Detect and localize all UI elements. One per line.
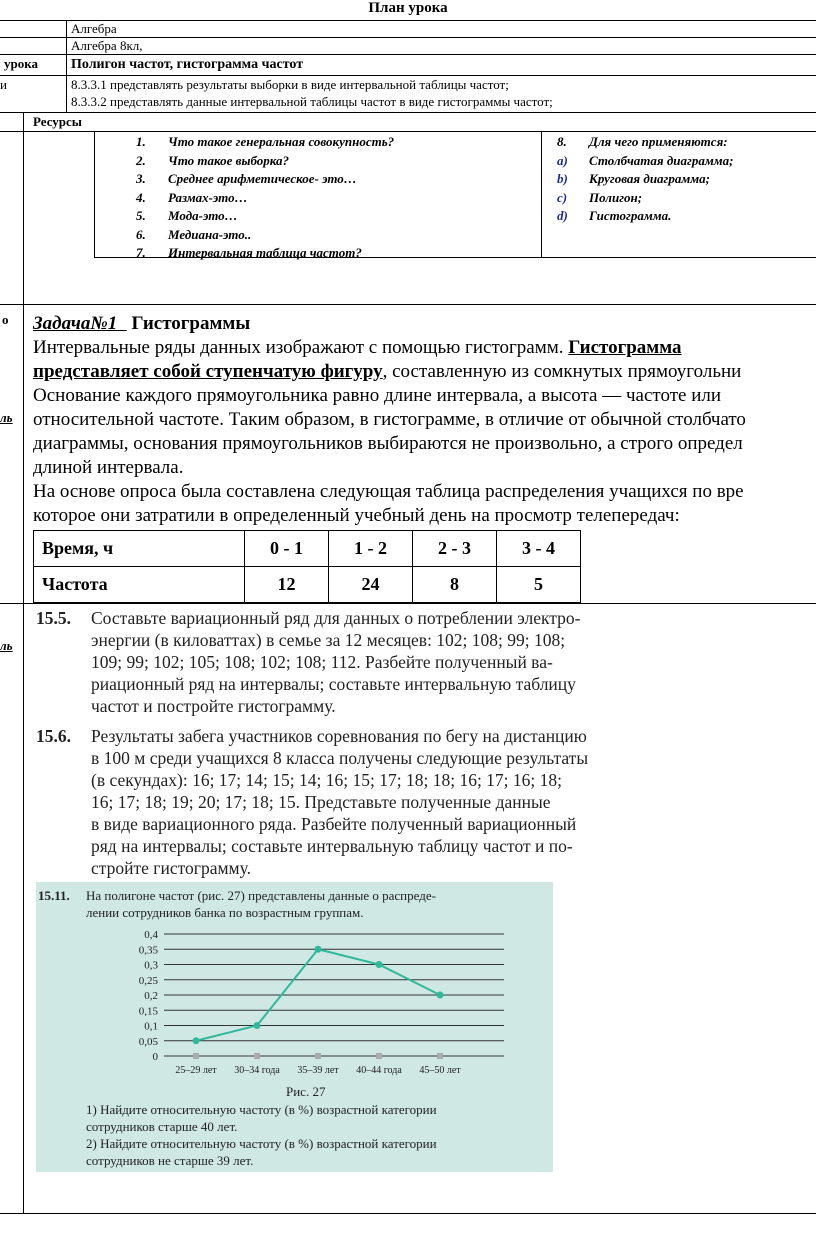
task1-line: которое они затратили в определенный учебный день на просмотр телепередач: (33, 505, 680, 526)
grid-line (0, 75, 816, 76)
x-tick-marker (376, 1053, 382, 1059)
task1-line: представляет собой ступенчатую фигуру, составленную из сомкнутых прямоугольни (33, 361, 742, 382)
ex155-line: риационный ряд на интервалы; составьте интервальную таблицу (91, 674, 576, 694)
grid-line (0, 1213, 816, 1214)
x-tick-marker (437, 1053, 443, 1059)
frequency-table (33, 530, 581, 603)
y-tick-label: 0,1 (144, 1020, 158, 1033)
goal-2: 8.3.3.2 представлять данные интервальной таблицы частот в виде гистограммы частот; (71, 94, 553, 109)
x-tick-marker (254, 1053, 260, 1059)
x-tick-marker (315, 1053, 321, 1059)
y-tick-label: 0,4 (144, 929, 158, 941)
grid-line (0, 112, 816, 113)
grid-line (23, 112, 24, 1213)
question-item: 5. Мода-это… (136, 208, 238, 223)
table-cell: 0 - 1 (245, 531, 329, 567)
question-item: 8. Для чего применяются: (557, 134, 728, 149)
x-tick-label: 30–34 года (234, 1065, 280, 1076)
task1-line: длиной интервала. (33, 457, 184, 478)
table-row (34, 531, 581, 567)
resources-label: Ресурсы (33, 114, 82, 129)
question-item: b) Круговая диаграмма; (557, 171, 710, 186)
ex156-line: (в секундах): 16; 17; 14; 15; 14; 16; 15; 17; 18; 18; 16; 17; 16; 18; (91, 770, 563, 790)
ex156-line: Результаты забега участников соревнования по бегу на дистанцию (91, 726, 587, 746)
task1-line: На основе опроса была составлена следующая таблица распределения учащихся по вре (33, 481, 744, 502)
ex156-line: стройте гистограмму. (91, 858, 251, 878)
ex1511-question: сотрудников не старше 39 лет. (86, 1153, 254, 1168)
task1-line: Основание каждого прямоугольника равно длине интервала, а высота — частоте или (33, 385, 722, 406)
table-cell: Время, ч (34, 531, 245, 567)
table-row (34, 567, 581, 603)
data-point (376, 961, 383, 968)
x-tick-label: 45–50 лет (419, 1065, 461, 1076)
ex155-number: 15.5. (36, 608, 71, 628)
ex1511-question: 2) Найдите относительную частоту (в %) возрастной категории (86, 1136, 437, 1151)
table-cell: 3 - 4 (497, 531, 581, 567)
x-tick-label: 35–39 лет (297, 1065, 339, 1076)
table-cell: Частота (34, 567, 245, 603)
question-item: d) Гистограмма. (557, 208, 672, 223)
data-point (193, 1037, 200, 1044)
ex1511-question: 1) Найдите относительную частоту (в %) возрастной категории (86, 1102, 437, 1117)
y-tick-label: 0,3 (144, 959, 158, 972)
ex1511-number: 15.11. (38, 888, 70, 903)
ex156-line: в 100 м среди учащихся 8 класса получены следующие результаты (91, 748, 589, 768)
task1-title: Гистограммы (131, 313, 251, 334)
question-item: c) Полигон; (557, 189, 643, 205)
question-item: 2. Что такое выборка? (136, 152, 290, 168)
table-cell: 2 - 3 (413, 531, 497, 567)
task1-line: Интервальные ряды данных изображают с помощью гистограмм. Гистограмма (33, 337, 682, 358)
question-item: 6. Медиана-это.. (136, 226, 252, 242)
table-cell: 8 (413, 567, 497, 603)
topic-cell: Полигон частот, гистограмма частот (71, 57, 304, 72)
grid-line (541, 131, 542, 257)
ex1511-question: сотрудников старше 40 лет. (86, 1119, 238, 1134)
task1-heading (33, 312, 250, 337)
question-item: 7. Интервальная таблица частот? (136, 245, 362, 260)
questions-left (136, 133, 394, 263)
side-label: ль (0, 638, 13, 653)
task1-line: диаграммы, основания прямоугольников выбираются не произвольно, а строго определ (33, 433, 743, 454)
grid-line (0, 304, 816, 305)
y-tick-label: 0,15 (138, 1005, 158, 1018)
goal-1: 8.3.3.1 представлять результаты выборки в виде интервальной таблицы частот; (71, 77, 509, 92)
ex1511-line: лении сотрудников банка по возрастным группам. (86, 905, 364, 920)
ex1511-box (36, 882, 553, 1172)
class-cell: Алгебра 8кл, (71, 38, 143, 53)
ex156-line: в виде вариационного ряда. Разбейте полученный вариационный (91, 814, 577, 834)
data-point (315, 946, 322, 953)
side-label: ль (0, 410, 13, 425)
y-tick-label: 0,25 (138, 974, 158, 987)
subject-cell: Алгебра (71, 21, 117, 36)
question-item: 3. Среднее арифметическое- это… (136, 171, 357, 186)
ex155-line: частот и постройте гистограмму. (91, 696, 336, 716)
goal-label: и (0, 77, 7, 92)
ex1511-line: На полигоне частот (рис. 27) представлены данные о распреде- (86, 888, 436, 903)
y-tick-label: 0,05 (138, 1035, 158, 1048)
table-cell: 5 (497, 567, 581, 603)
grid-line (66, 20, 67, 112)
table-cell: 1 - 2 (329, 531, 413, 567)
question-item: a) Столбчатая диаграмма; (557, 152, 734, 168)
ex156-line: ряд на интервалы; составьте интервальную таблицу частот и по- (91, 836, 573, 856)
grid-line (0, 603, 816, 604)
ex156-number: 15.6. (36, 726, 71, 746)
page-title: План урока (368, 0, 448, 16)
table-cell: 24 (329, 567, 413, 603)
side-label: о (2, 312, 9, 327)
y-tick-label: 0,35 (138, 944, 158, 957)
questions-right (557, 133, 733, 226)
x-tick-label: 40–44 года (356, 1065, 402, 1076)
data-point (437, 992, 444, 999)
task1-line: относительной частоте. Таким образом, в гистограмме, в отличие от обычной столбчато (33, 409, 746, 430)
ex155-line: Составьте вариационный ряд для данных о потреблении электро- (91, 608, 581, 628)
task1-label: Задача№1 (33, 313, 118, 334)
y-tick-label: 0,2 (144, 990, 158, 1002)
question-item: 4. Размах-это… (136, 189, 248, 205)
question-item: 1. Что такое генеральная совокупность? (136, 134, 395, 149)
data-point (254, 1022, 261, 1029)
table-cell: 12 (245, 567, 329, 603)
ex155-line: энергии (в киловаттах) в семье за 12 месяцев: 102; 108; 99; 108; (91, 630, 566, 650)
y-tick-label: 0 (152, 1051, 158, 1063)
grid-line (0, 54, 816, 55)
x-tick-label: 25–29 лет (175, 1065, 217, 1076)
grid-line (0, 20, 816, 21)
ex156-line: 16; 17; 18; 19; 20; 17; 18; 15. Представьте полученные данные (91, 792, 551, 812)
x-tick-marker (193, 1053, 199, 1059)
frequency-polygon-chart (36, 924, 553, 1084)
ex1511-caption: Рис. 27 (286, 1084, 326, 1099)
ex155-line: 109; 99; 102; 105; 108; 102; 108; 112. Разбейте полученный ва- (91, 652, 553, 672)
topic-label: урока (4, 56, 39, 71)
